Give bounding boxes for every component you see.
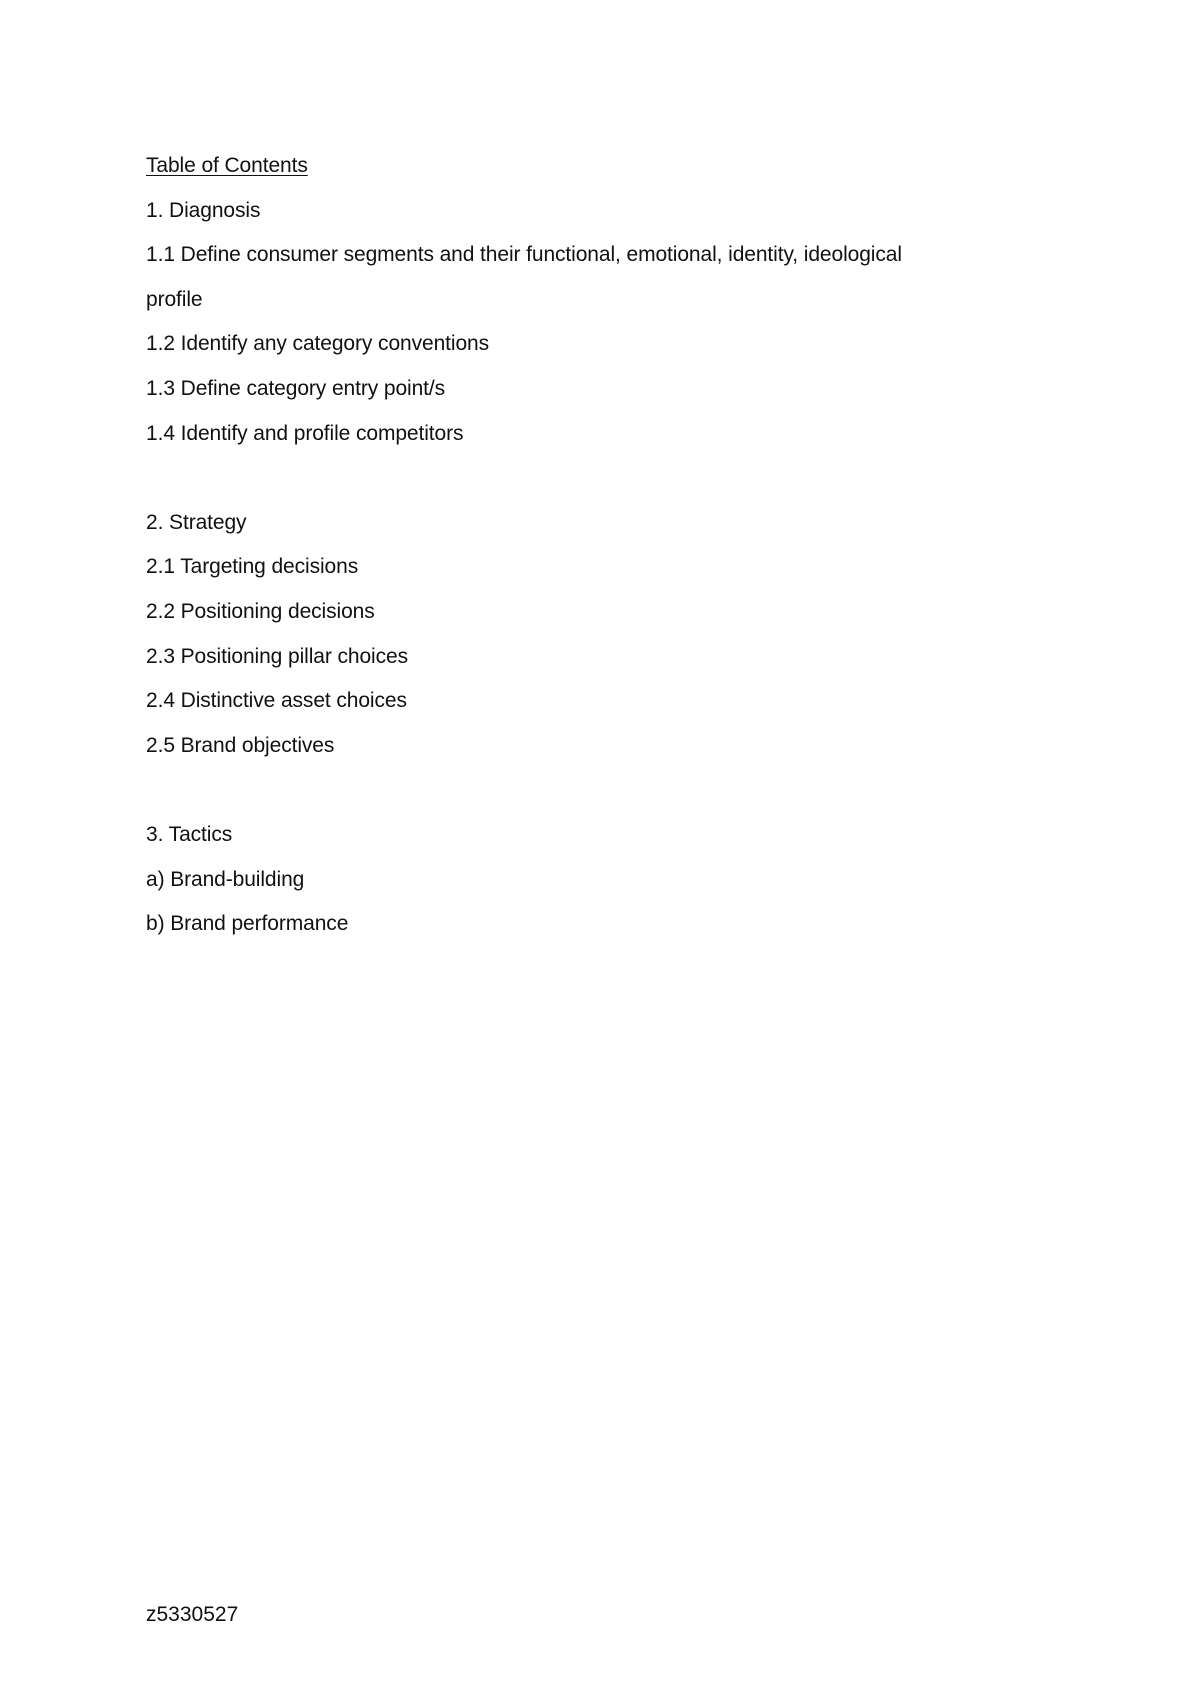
toc-item: 2.3 Positioning pillar choices [146, 644, 408, 668]
section-heading-tactics: 3. Tactics [146, 822, 233, 846]
table-of-contents [146, 144, 1066, 947]
toc-item: 2.1 Targeting decisions [146, 555, 359, 579]
toc-title: Table of Contents [146, 154, 308, 177]
toc-item: 2.4 Distinctive asset choices [146, 689, 407, 713]
toc-item: 1.4 Identify and profile competitors [146, 421, 464, 445]
toc-item: 1.2 Identify any category conventions [146, 332, 490, 356]
footer-student-id: z5330527 [146, 1603, 239, 1626]
toc-item: 1.3 Define category entry point/s [146, 376, 446, 400]
toc-item: 2.2 Positioning decisions [146, 599, 375, 623]
toc-item: 2.5 Brand objectives [146, 733, 335, 757]
toc-item: a) Brand-building [146, 867, 305, 891]
section-heading-strategy: 2. Strategy [146, 510, 247, 534]
section-spacer [146, 768, 1066, 813]
section-heading-diagnosis: 1. Diagnosis [146, 198, 261, 222]
toc-item-continuation: profile [146, 287, 203, 311]
toc-item: b) Brand performance [146, 912, 349, 936]
toc-item: 1.1 Define consumer segments and their functional, emotional, identity, ideological [146, 243, 902, 267]
section-spacer [146, 456, 1066, 501]
